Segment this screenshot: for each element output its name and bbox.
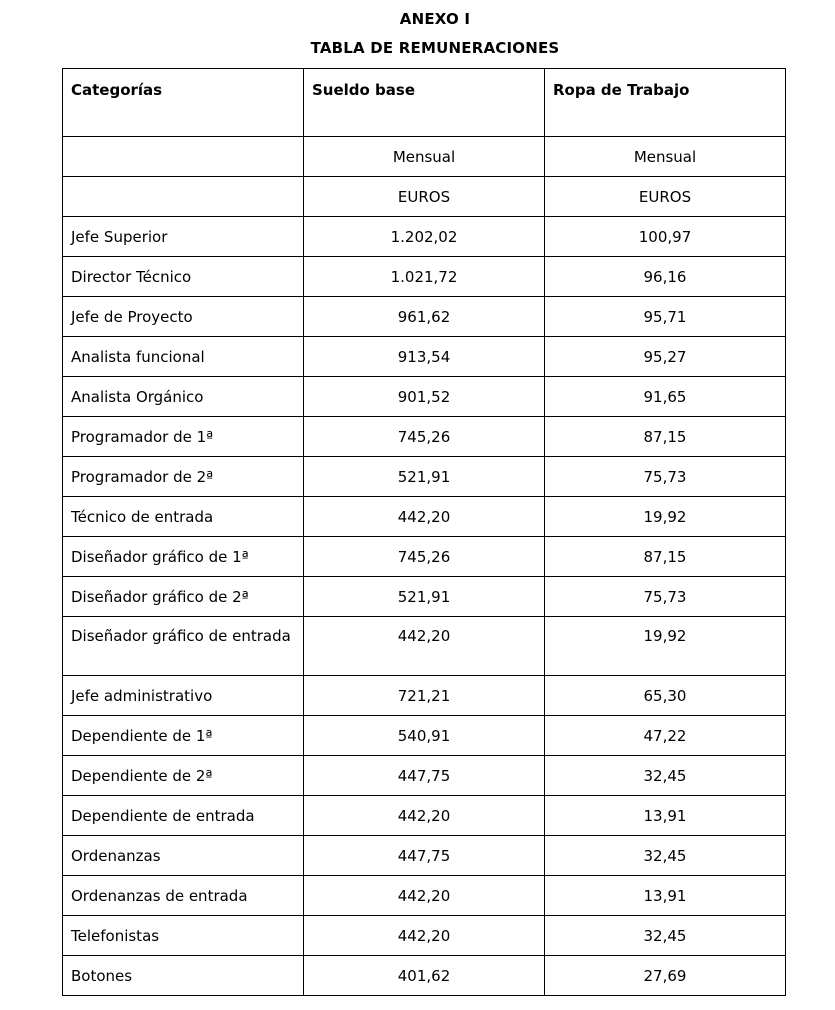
base-salary-cell: 401,62 — [304, 956, 545, 996]
table-row — [63, 876, 786, 916]
work-clothing-cell: 32,45 — [545, 916, 786, 956]
currency-base-salary: EUROS — [304, 177, 545, 217]
base-salary-cell: 521,91 — [304, 457, 545, 497]
category-cell: Jefe Superior — [63, 217, 304, 257]
category-cell: Técnico de entrada — [63, 497, 304, 537]
currency-blank-cell — [63, 177, 304, 217]
category-cell: Programador de 2ª — [63, 457, 304, 497]
base-salary-cell: 745,26 — [304, 417, 545, 457]
period-row — [63, 137, 786, 177]
table-header-row — [63, 69, 786, 137]
category-cell: Jefe administrativo — [63, 676, 304, 716]
table-row — [63, 796, 786, 836]
category-cell: Dependiente de 1ª — [63, 716, 304, 756]
header-categories: Categorías — [63, 69, 304, 137]
base-salary-cell: 961,62 — [304, 297, 545, 337]
work-clothing-cell: 75,73 — [545, 457, 786, 497]
base-salary-cell: 521,91 — [304, 577, 545, 617]
base-salary-cell: 901,52 — [304, 377, 545, 417]
base-salary-cell: 442,20 — [304, 617, 545, 676]
work-clothing-cell: 87,15 — [545, 537, 786, 577]
category-cell: Analista Orgánico — [63, 377, 304, 417]
category-cell: Diseñador gráfico de 2ª — [63, 577, 304, 617]
base-salary-cell: 1.021,72 — [304, 257, 545, 297]
table-row — [63, 756, 786, 796]
table-row — [63, 257, 786, 297]
work-clothing-cell: 32,45 — [545, 836, 786, 876]
table-row — [63, 916, 786, 956]
work-clothing-cell: 96,16 — [545, 257, 786, 297]
base-salary-cell: 442,20 — [304, 497, 545, 537]
table-row — [63, 297, 786, 337]
table-row — [63, 577, 786, 617]
currency-work-clothing: EUROS — [545, 177, 786, 217]
category-cell: Diseñador gráfico de entrada — [63, 617, 304, 676]
period-blank-cell — [63, 137, 304, 177]
currency-row — [63, 177, 786, 217]
work-clothing-cell: 47,22 — [545, 716, 786, 756]
table-row — [63, 377, 786, 417]
category-cell: Dependiente de 2ª — [63, 756, 304, 796]
base-salary-cell: 913,54 — [304, 337, 545, 377]
table-title: TABLA DE REMUNERACIONES — [310, 39, 560, 57]
header-work-clothing: Ropa de Trabajo — [545, 69, 786, 137]
category-cell: Diseñador gráfico de 1ª — [63, 537, 304, 577]
table-row — [63, 417, 786, 457]
base-salary-cell: 442,20 — [304, 916, 545, 956]
work-clothing-cell: 19,92 — [545, 497, 786, 537]
table-row — [63, 457, 786, 497]
base-salary-cell: 447,75 — [304, 756, 545, 796]
table-row — [63, 497, 786, 537]
base-salary-cell: 442,20 — [304, 876, 545, 916]
period-work-clothing: Mensual — [545, 137, 786, 177]
category-cell: Ordenanzas — [63, 836, 304, 876]
base-salary-cell: 721,21 — [304, 676, 545, 716]
category-cell: Dependiente de entrada — [63, 796, 304, 836]
period-base-salary: Mensual — [304, 137, 545, 177]
category-cell: Director Técnico — [63, 257, 304, 297]
category-cell: Jefe de Proyecto — [63, 297, 304, 337]
category-cell: Botones — [63, 956, 304, 996]
category-cell: Programador de 1ª — [63, 417, 304, 457]
base-salary-cell: 540,91 — [304, 716, 545, 756]
work-clothing-cell: 13,91 — [545, 876, 786, 916]
table-row — [63, 617, 786, 676]
work-clothing-cell: 65,30 — [545, 676, 786, 716]
table-row — [63, 337, 786, 377]
work-clothing-cell: 91,65 — [545, 377, 786, 417]
table-row — [63, 956, 786, 996]
work-clothing-cell: 75,73 — [545, 577, 786, 617]
base-salary-cell: 745,26 — [304, 537, 545, 577]
category-cell: Ordenanzas de entrada — [63, 876, 304, 916]
work-clothing-cell: 32,45 — [545, 756, 786, 796]
remuneration-table — [62, 68, 786, 996]
base-salary-cell: 447,75 — [304, 836, 545, 876]
work-clothing-cell: 95,71 — [545, 297, 786, 337]
base-salary-cell: 1.202,02 — [304, 217, 545, 257]
table-row — [63, 217, 786, 257]
work-clothing-cell: 13,91 — [545, 796, 786, 836]
base-salary-cell: 442,20 — [304, 796, 545, 836]
table-row — [63, 537, 786, 577]
work-clothing-cell: 87,15 — [545, 417, 786, 457]
work-clothing-cell: 100,97 — [545, 217, 786, 257]
table-row — [63, 716, 786, 756]
category-cell: Analista funcional — [63, 337, 304, 377]
work-clothing-cell: 19,92 — [545, 617, 786, 676]
annex-heading: ANEXO I — [399, 10, 471, 28]
work-clothing-cell: 27,69 — [545, 956, 786, 996]
work-clothing-cell: 95,27 — [545, 337, 786, 377]
table-row — [63, 836, 786, 876]
table-row — [63, 676, 786, 716]
header-base-salary: Sueldo base — [304, 69, 545, 137]
category-cell: Telefonistas — [63, 916, 304, 956]
